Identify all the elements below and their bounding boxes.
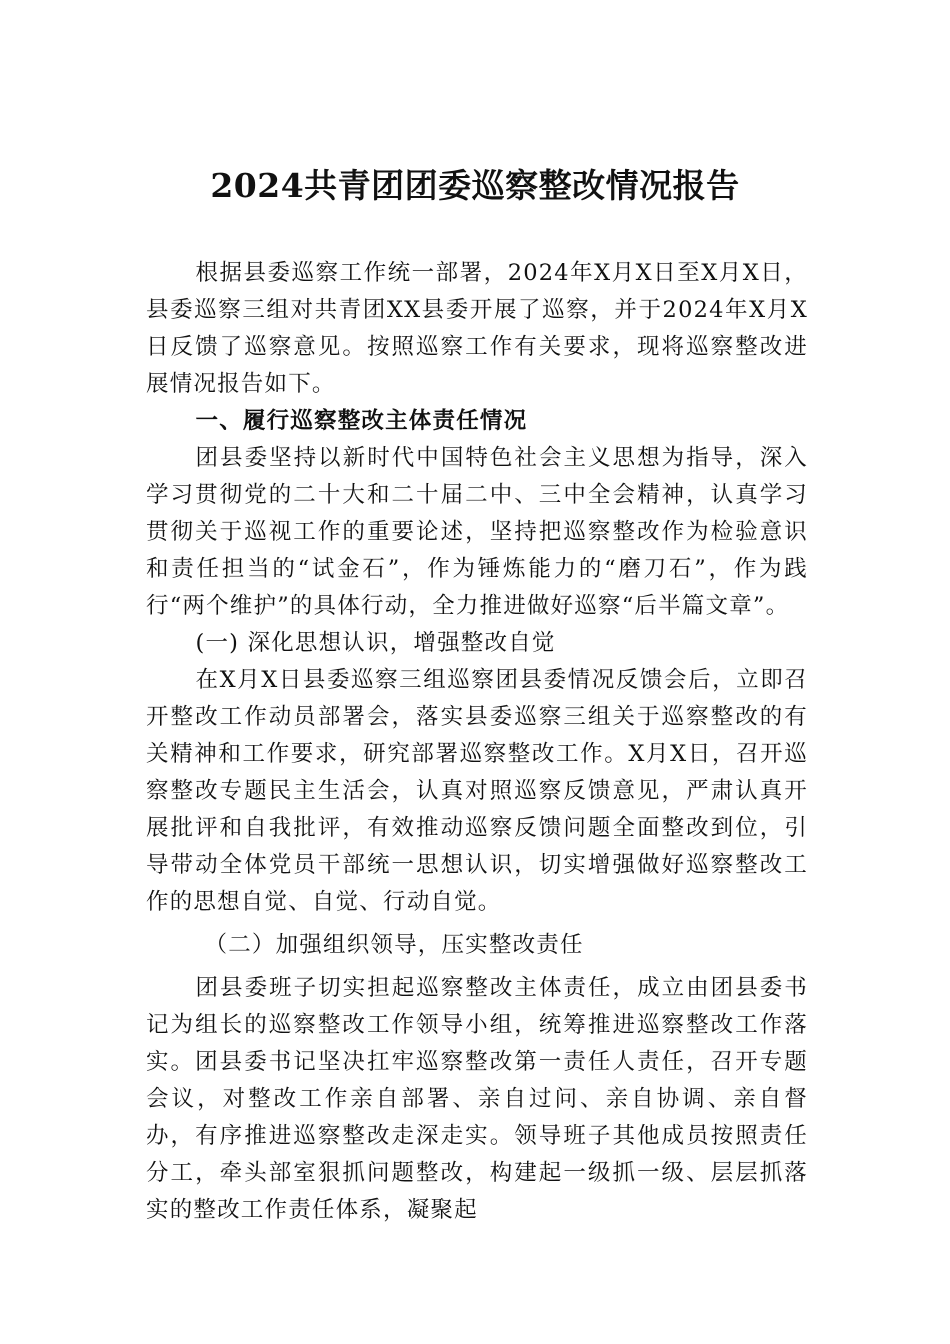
subsection-2-paragraph: 团县委班子切实担起巡察整改主体责任，成立由团县委书记为组长的巡察整改工作领导小组，统筹推进巡察整改工作落实。团县委书记坚决扛牢巡察整改第一责任人责任，召开专题会议，对整改工作亲自部署、亲自过问、亲自协调、亲自督办，有序推进巡察整改走深走实。领导班子其他成员按照责任分工，牵头部室狠抓问题整改，构建起一级抓一级、层层抓落实的整改工作责任体系，凝聚起 (146, 975, 808, 1223)
section-1-paragraph: 团县委坚持以新时代中国特色社会主义思想为指导，深入学习贯彻党的二十大和二十届二中、三中全会精神，认真学习贯彻关于巡视工作的重要论述，坚持把巡察整改作为检验意识和责任担当的“试金石”，作为锤炼能力的“磨刀石”，作为践行“两个维护”的具体行动，全力推进做好巡察“后半篇文章”。 (146, 445, 808, 619)
subsection-1-paragraph: 在X月X日县委巡察三组巡察团县委情况反馈会后，立即召开整改工作动员部署会，落实县委巡察三组关于巡察整改的有关精神和工作要求，研究部署巡察整改工作。X月X日，召开巡察整改专题民主生活会，认真对照巡察反馈意见，严肃认真开展批评和自我批评，有效推动巡察反馈问题全面整改到位，引导带动全体党员干部统一思想认识，切实增强做好巡察整改工作的思想自觉、自觉、行动自觉。 (146, 667, 808, 915)
intro-paragraph: 根据县委巡察工作统一部署，2024年X月X日至X月X日，县委巡察三组对共青团XX县委开展了巡察，并于2024年X月X日反馈了巡察意见。按照巡察工作有关要求，现将巡察整改进展情况报告如下。 (146, 260, 808, 397)
subsection-2-heading: （二）加强组织领导，压实整改责任 (204, 932, 584, 958)
section-1-heading: 一、履行巡察整改主体责任情况 (195, 408, 528, 434)
subsection-1-heading: (一) 深化思想认识，增强整改自觉 (195, 630, 556, 656)
document-title: 2024共青团团委巡察整改情况报告 (210, 166, 740, 205)
document-body (146, 255, 808, 1229)
